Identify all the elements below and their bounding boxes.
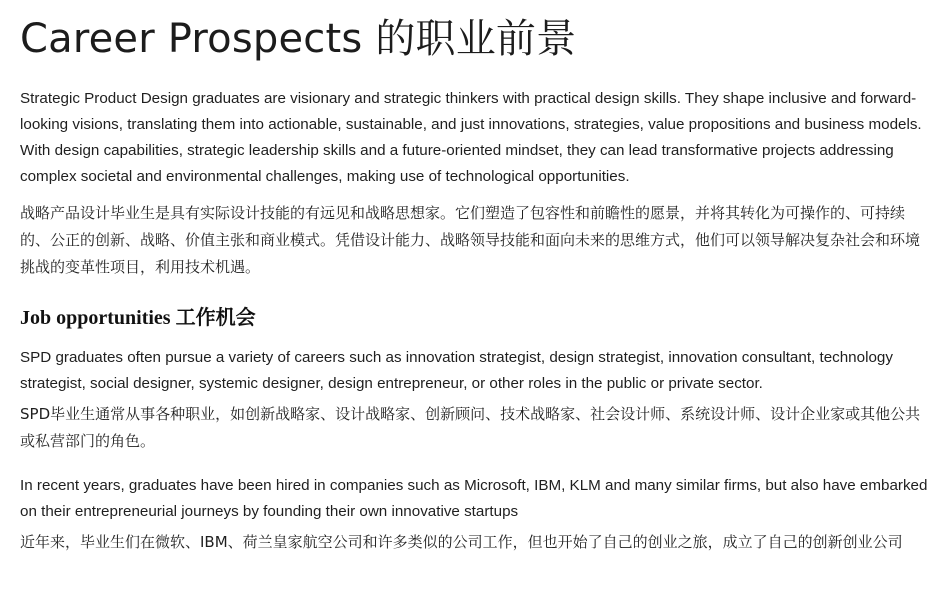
- job-opportunities-paragraph-english: SPD graduates often pursue a variety of careers such as innovation strategist, design strategist, innovation consultant, technology strategist, social designer, systemic designer, design entrepreneur, or other roles in the public or private sector.: [20, 349, 893, 392]
- intro-paragraph-english: Strategic Product Design graduates are visionary and strategic thinkers with practical design skills. They shape inclusive and forward-looking visions, translating them into actionable, sustainable, and just innovations, strategies, value propositions and business models. With design capabilities, strategic leadership skills and a future-oriented mindset, they can lead transformative projects addressing complex societal and environmental challenges, making use of technological opportunities.: [20, 90, 922, 185]
- companies-paragraph-english: In recent years, graduates have been hired in companies such as Microsoft, IBM, KLM and many similar firms, but also have embarked on their entrepreneurial journeys by founding their own innovative startups: [20, 477, 928, 520]
- companies-paragraph-chinese: 近年来，毕业生们在微软、IBM、荷兰皇家航空公司和许多类似的公司工作，但也开始了自己的创业之旅，成立了自己的创新创业公司: [20, 533, 903, 551]
- section-heading-job-opportunities: Job opportunities 工作机会: [20, 307, 256, 329]
- job-opportunities-paragraph-chinese: SPD毕业生通常从事各种职业，如创新战略家、设计战略家、创新顾问、技术战略家、社会设计师、系统设计师、设计企业家或其他公共或私营部门的角色。: [20, 405, 921, 450]
- intro-paragraph-chinese: 战略产品设计毕业生是具有实际设计技能的有远见和战略思想家。它们塑造了包容性和前瞻性的愿景，并将其转化为可操作的、可持续的、公正的创新、战略、价值主张和商业模式。凭借设计能力、战略领导技能和面向未来的思维方式，他们可以领导解决复杂社会和环境挑战的变革性项目，利用技术机遇。: [20, 204, 921, 276]
- page-title: Career Prospects 的职业前景: [20, 16, 577, 62]
